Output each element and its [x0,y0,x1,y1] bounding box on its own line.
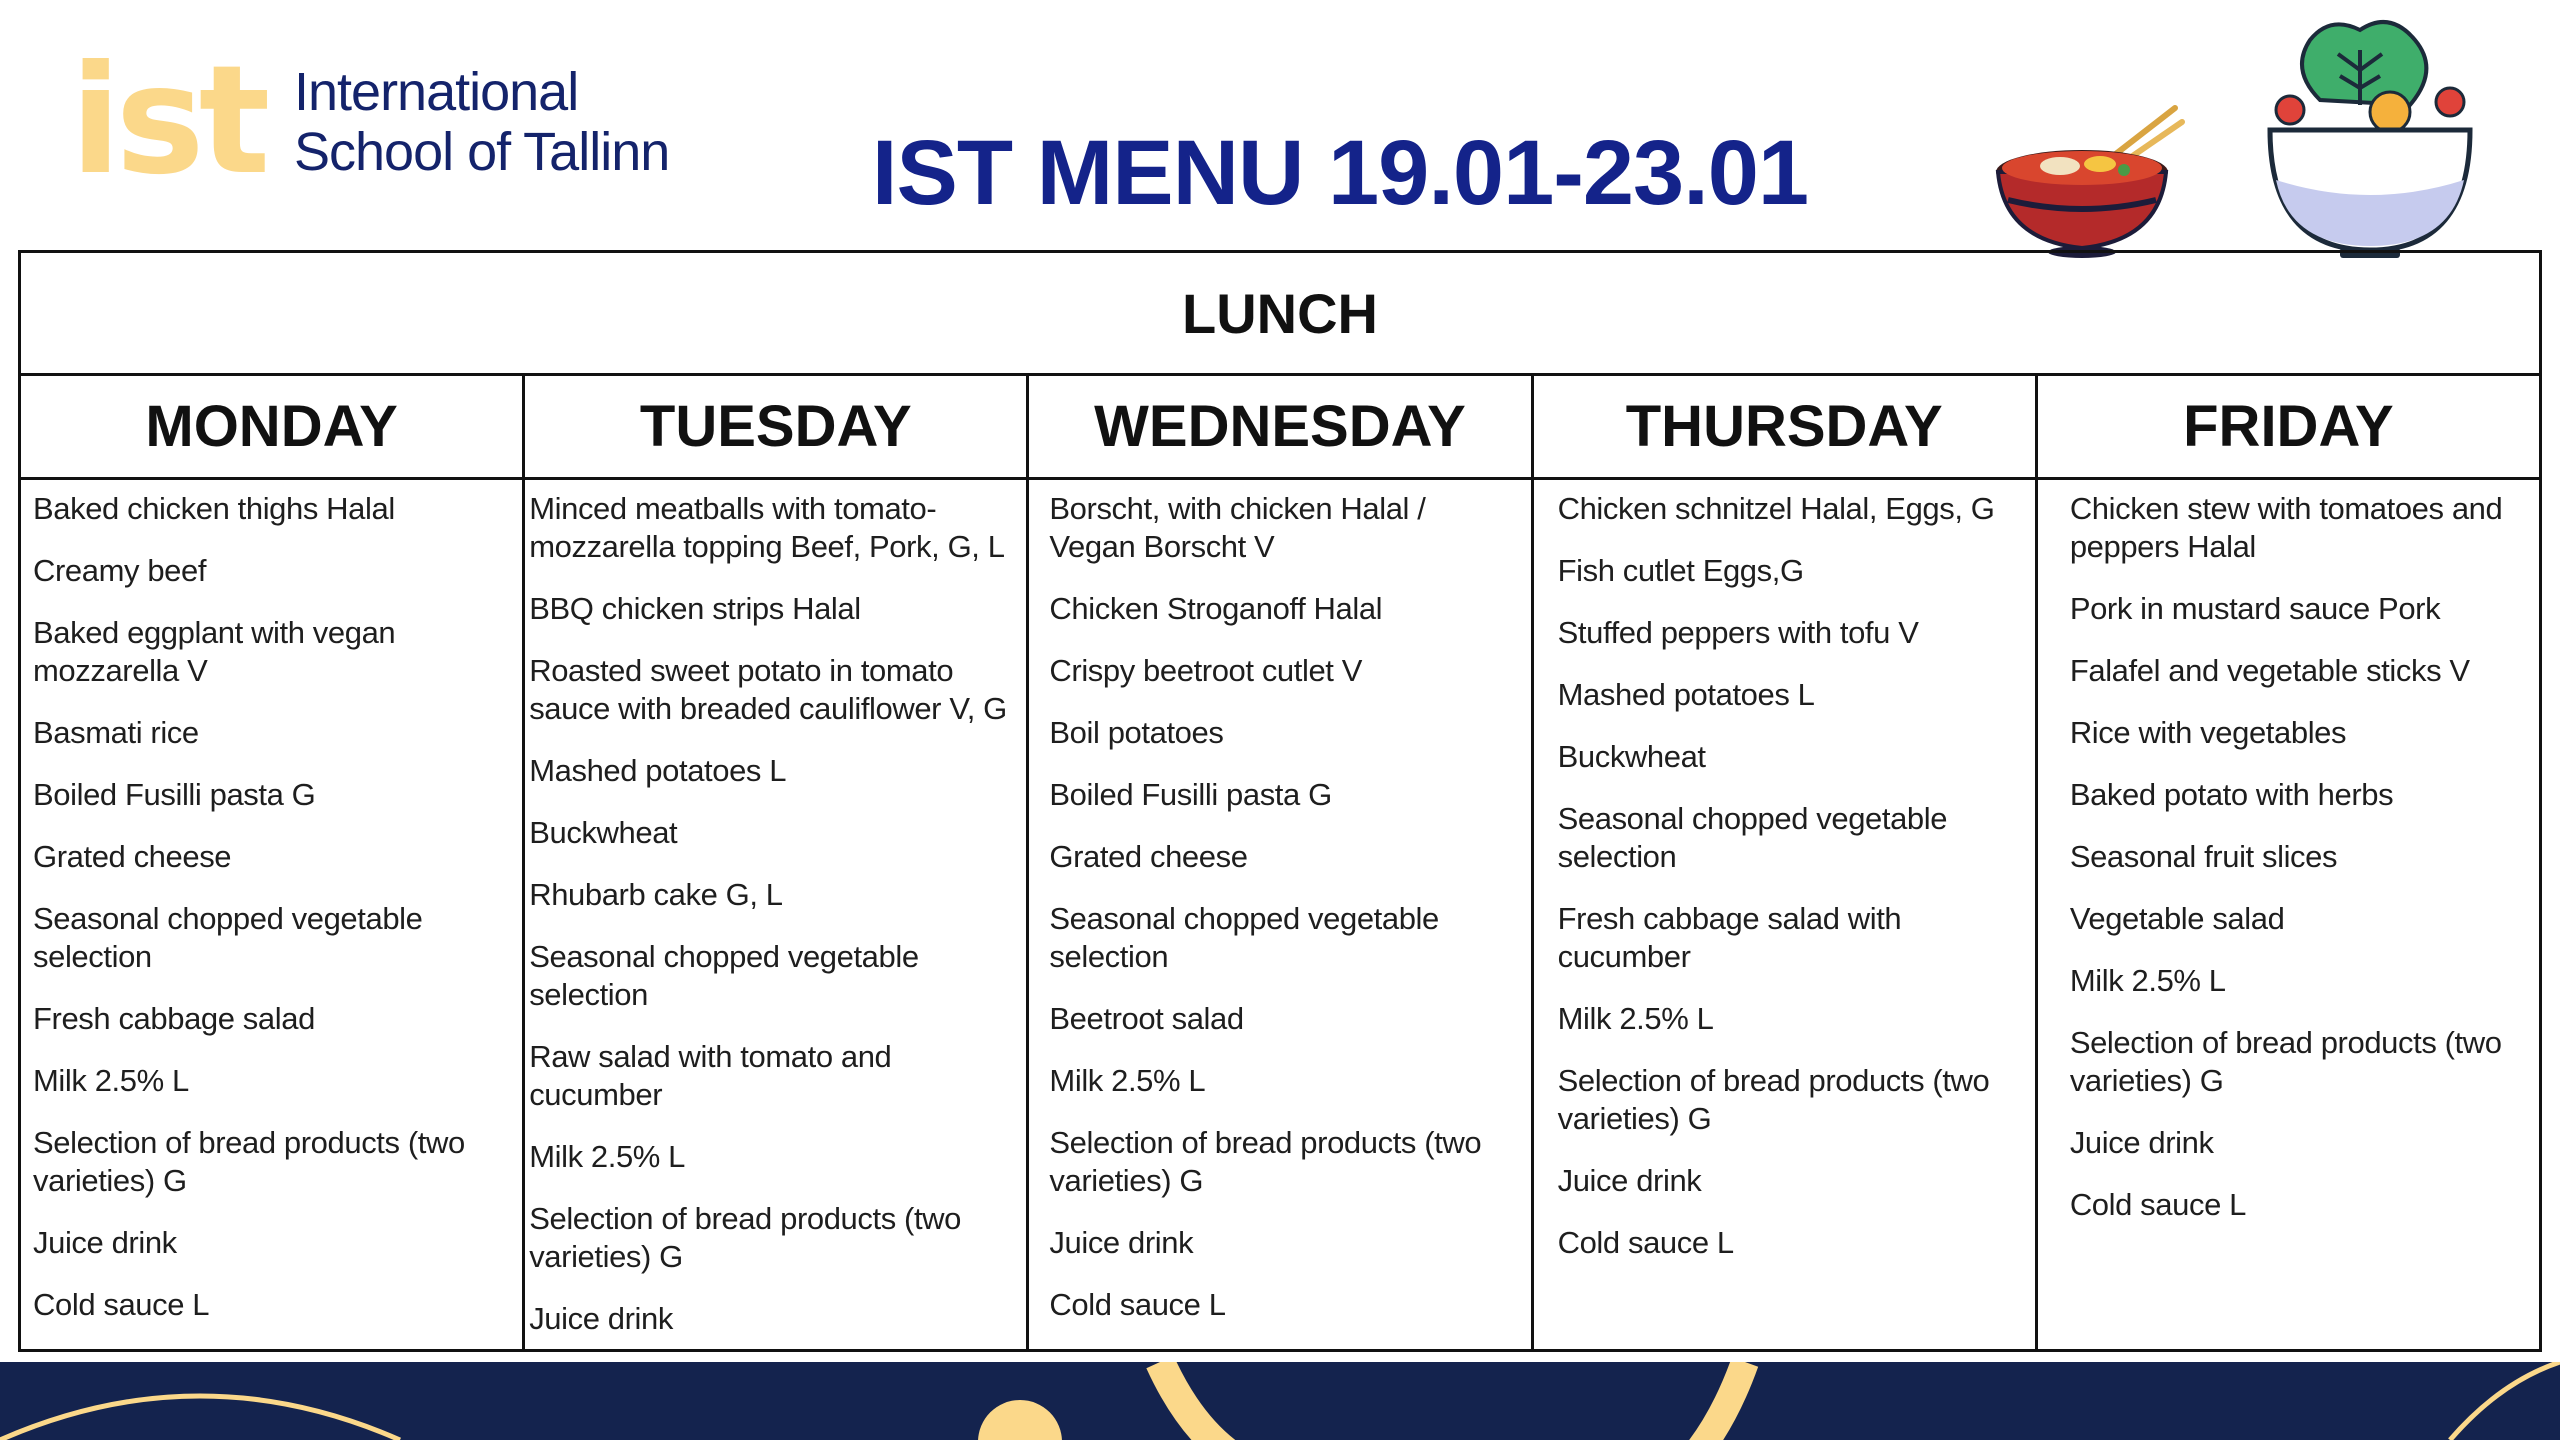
dish-item: Baked potato with herbs [2069,777,2394,812]
day-column-monday [21,376,525,1349]
day-heading: THURSDAY [1534,376,2035,480]
day-heading: FRIDAY [2038,376,2539,480]
school-name [294,62,669,182]
dish-list [525,480,1026,1400]
dish-item: Grated cheese [33,839,232,874]
day-column-friday [2038,376,2539,1349]
dish-item: Beetroot salad [1049,1001,1244,1036]
dish-item: Grated cheese [1049,839,1248,874]
dish-list [1029,480,1530,1324]
dish-item: Minced meatballs with tomato-mozzarella topping Beef, Pork, G, L [529,491,1005,564]
dish-item: Seasonal chopped vegetable selection [1557,801,1948,874]
dish-item: Juice drink [33,1225,177,1260]
dish-item: Juice drink [1557,1163,1702,1198]
dish-item: Milk 2.5% L [529,1139,686,1174]
school-name-line2: School of Tallinn [294,122,670,182]
dish-item: Mashed potatoes L [1557,677,1815,712]
school-logo [70,34,690,208]
dish-item: Basmati rice [33,715,199,750]
day-column-thursday [1534,376,2038,1349]
section-title: LUNCH [21,253,2539,376]
dish-item: Fresh cabbage salad [33,1001,315,1036]
dish-item: Juice drink [2069,1125,2214,1160]
dish-item: Milk 2.5% L [2069,963,2226,998]
dish-item: Cold sauce L [2069,1187,2246,1222]
dish-item: Milk 2.5% L [1557,1001,1714,1036]
dish-item: Crispy beetroot cutlet V [1049,653,1363,688]
dish-list [2038,480,2539,1224]
dish-item: Cold sauce L [1049,1287,1226,1322]
dish-item: Juice drink [529,1301,673,1336]
dish-item: Fish cutlet Eggs,G [1557,553,1804,588]
day-heading: TUESDAY [525,376,1026,480]
dish-item: Selection of bread products (two varieties) G [33,1125,465,1198]
dish-item: Stuffed peppers with tofu V [1557,615,1919,650]
dish-item: Raw salad with tomato and cucumber [529,1039,892,1112]
dish-item: Seasonal chopped vegetable selection [33,901,423,974]
day-column-tuesday [525,376,1029,1349]
weekday-columns [21,376,2539,1349]
dish-item: Vegetable salad [2069,901,2285,936]
dish-item: Borscht, with chicken Halal / Vegan Borscht V [1049,491,1426,564]
decorative-footer [0,1362,2560,1440]
dish-item: Juice drink [1049,1225,1194,1260]
dish-item: Boiled Fusilli pasta G [33,777,316,812]
dish-item: Pork in mustard sauce Pork [2069,591,2441,626]
day-column-wednesday [1029,376,1533,1349]
day-heading: MONDAY [21,376,522,480]
dish-item: Baked eggplant with vegan mozzarella V [33,615,396,688]
lunch-menu-table [18,250,2542,1352]
dish-list [1534,480,2035,1262]
dish-item: Chicken stew with tomatoes and peppers Halal [2069,491,2503,564]
dish-item: Selection of bread products (two varieties) G [1557,1063,1990,1136]
dish-item: Falafel and vegetable sticks V [2069,653,2470,688]
dish-item: Chicken Stroganoff Halal [1049,591,1383,626]
dish-item: Cold sauce L [33,1287,210,1322]
dish-item: BBQ chicken strips Halal [529,591,861,626]
dish-item: Cold sauce L [1557,1225,1734,1260]
dish-item: Mashed potatoes L [529,753,787,788]
dish-item: Buckwheat [1557,739,1706,774]
dish-item: Creamy beef [33,553,207,588]
dish-item: Rice with vegetables [2069,715,2347,750]
dish-item: Milk 2.5% L [33,1063,189,1098]
dish-item: Boiled Fusilli pasta G [1049,777,1332,812]
dish-item: Milk 2.5% L [1049,1063,1206,1098]
dish-item: Boil potatoes [1049,715,1224,750]
dish-item: Baked chicken thighs Halal [33,491,395,526]
dish-item: Fresh cabbage salad with cucumber [1557,901,1902,974]
school-name-line1: International [294,62,579,122]
dish-item: Roasted sweet potato in tomato sauce with breaded cauliflower V, G [529,653,1007,726]
dish-item: Seasonal fruit slices [2069,839,2338,874]
dish-list [21,480,522,1324]
page-title: IST MENU 19.01-23.01 [871,122,1809,224]
footer-decoration [0,1362,2560,1440]
day-heading: WEDNESDAY [1029,376,1530,480]
dish-item: Buckwheat [529,815,678,850]
logo-mark: ist [70,34,265,208]
dish-item: Chicken schnitzel Halal, Eggs, G [1557,491,1995,526]
dish-item: Rhubarb cake G, L [529,877,783,912]
dish-item: Seasonal chopped vegetable selection [1049,901,1439,974]
dish-item: Selection of bread products (two varieties) G [1049,1125,1482,1198]
dish-item: Selection of bread products (two varieties) G [2069,1025,2502,1098]
salad-bowl-icon [2250,10,2490,260]
dish-item: Seasonal chopped vegetable selection [529,939,919,1012]
dish-item: Selection of bread products (two varieties) G [529,1201,961,1274]
soup-bowl-icon [1990,100,2190,260]
